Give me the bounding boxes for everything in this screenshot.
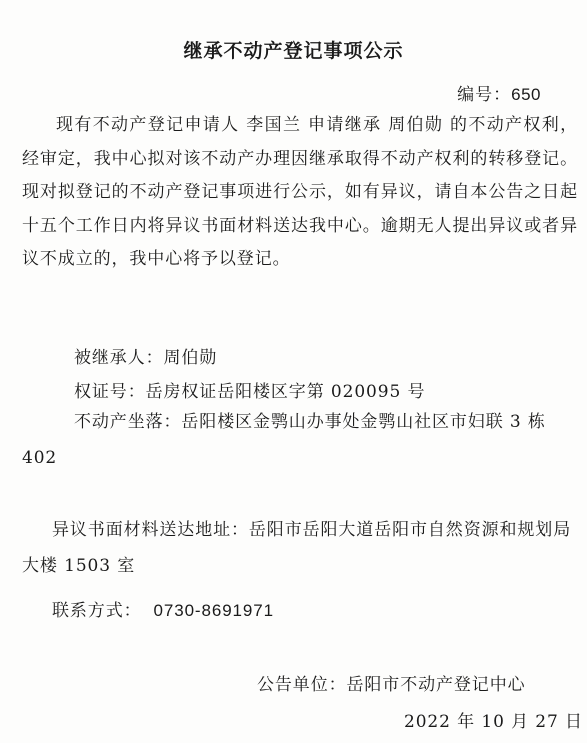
contact-value: 0730-8691971 (153, 601, 274, 620)
certificate-label: 权证号： (74, 382, 146, 402)
number-value: 650 (511, 85, 541, 104)
location-label: 不动产坐落： (74, 412, 182, 432)
location-value: 岳阳楼区金鹗山办事处金鹗山社区市妇联 3 栋 402 (22, 412, 546, 468)
number-label: 编号： (457, 85, 512, 105)
objection-address-value: 岳阳市岳阳大道岳阳市自然资源和规划局大楼 1503 室 (22, 520, 572, 576)
decedent-label: 被继承人： (74, 348, 164, 368)
document-number (457, 80, 541, 105)
certificate-value: 岳房权证岳阳楼区字第 020095 号 (145, 382, 426, 402)
decedent-row (74, 343, 217, 368)
issuer-row (257, 670, 526, 695)
issuer-label: 公告单位： (257, 675, 347, 695)
objection-address-label: 异议书面材料送达地址： (52, 520, 249, 540)
document-title: 继承不动产登记事项公示 (183, 40, 404, 62)
issuer-value: 岳阳市不动产登记中心 (346, 675, 526, 695)
contact-row (52, 596, 274, 621)
contact-label: 联系方式： (52, 601, 142, 621)
location-row (22, 404, 578, 476)
certificate-row (74, 377, 425, 402)
objection-address-row (22, 512, 578, 584)
notice-date: 2022 年 10 月 27 日 (404, 712, 583, 732)
notice-body: 现有不动产登记申请人 李国兰 申请继承 周伯勋 的不动产权利，经审定，我中心拟对该不动产办理因继承取得不动产权利的转移登记。现对拟登记的不动产登记事项进行公示，如有异议，请自本公告之日起十五个工作日内将异议书面材料送达我中心。逾期无人提出异议或者异议不成立的，我中心将予以登记。 (22, 115, 578, 270)
decedent-value: 周伯勋 (163, 348, 218, 368)
